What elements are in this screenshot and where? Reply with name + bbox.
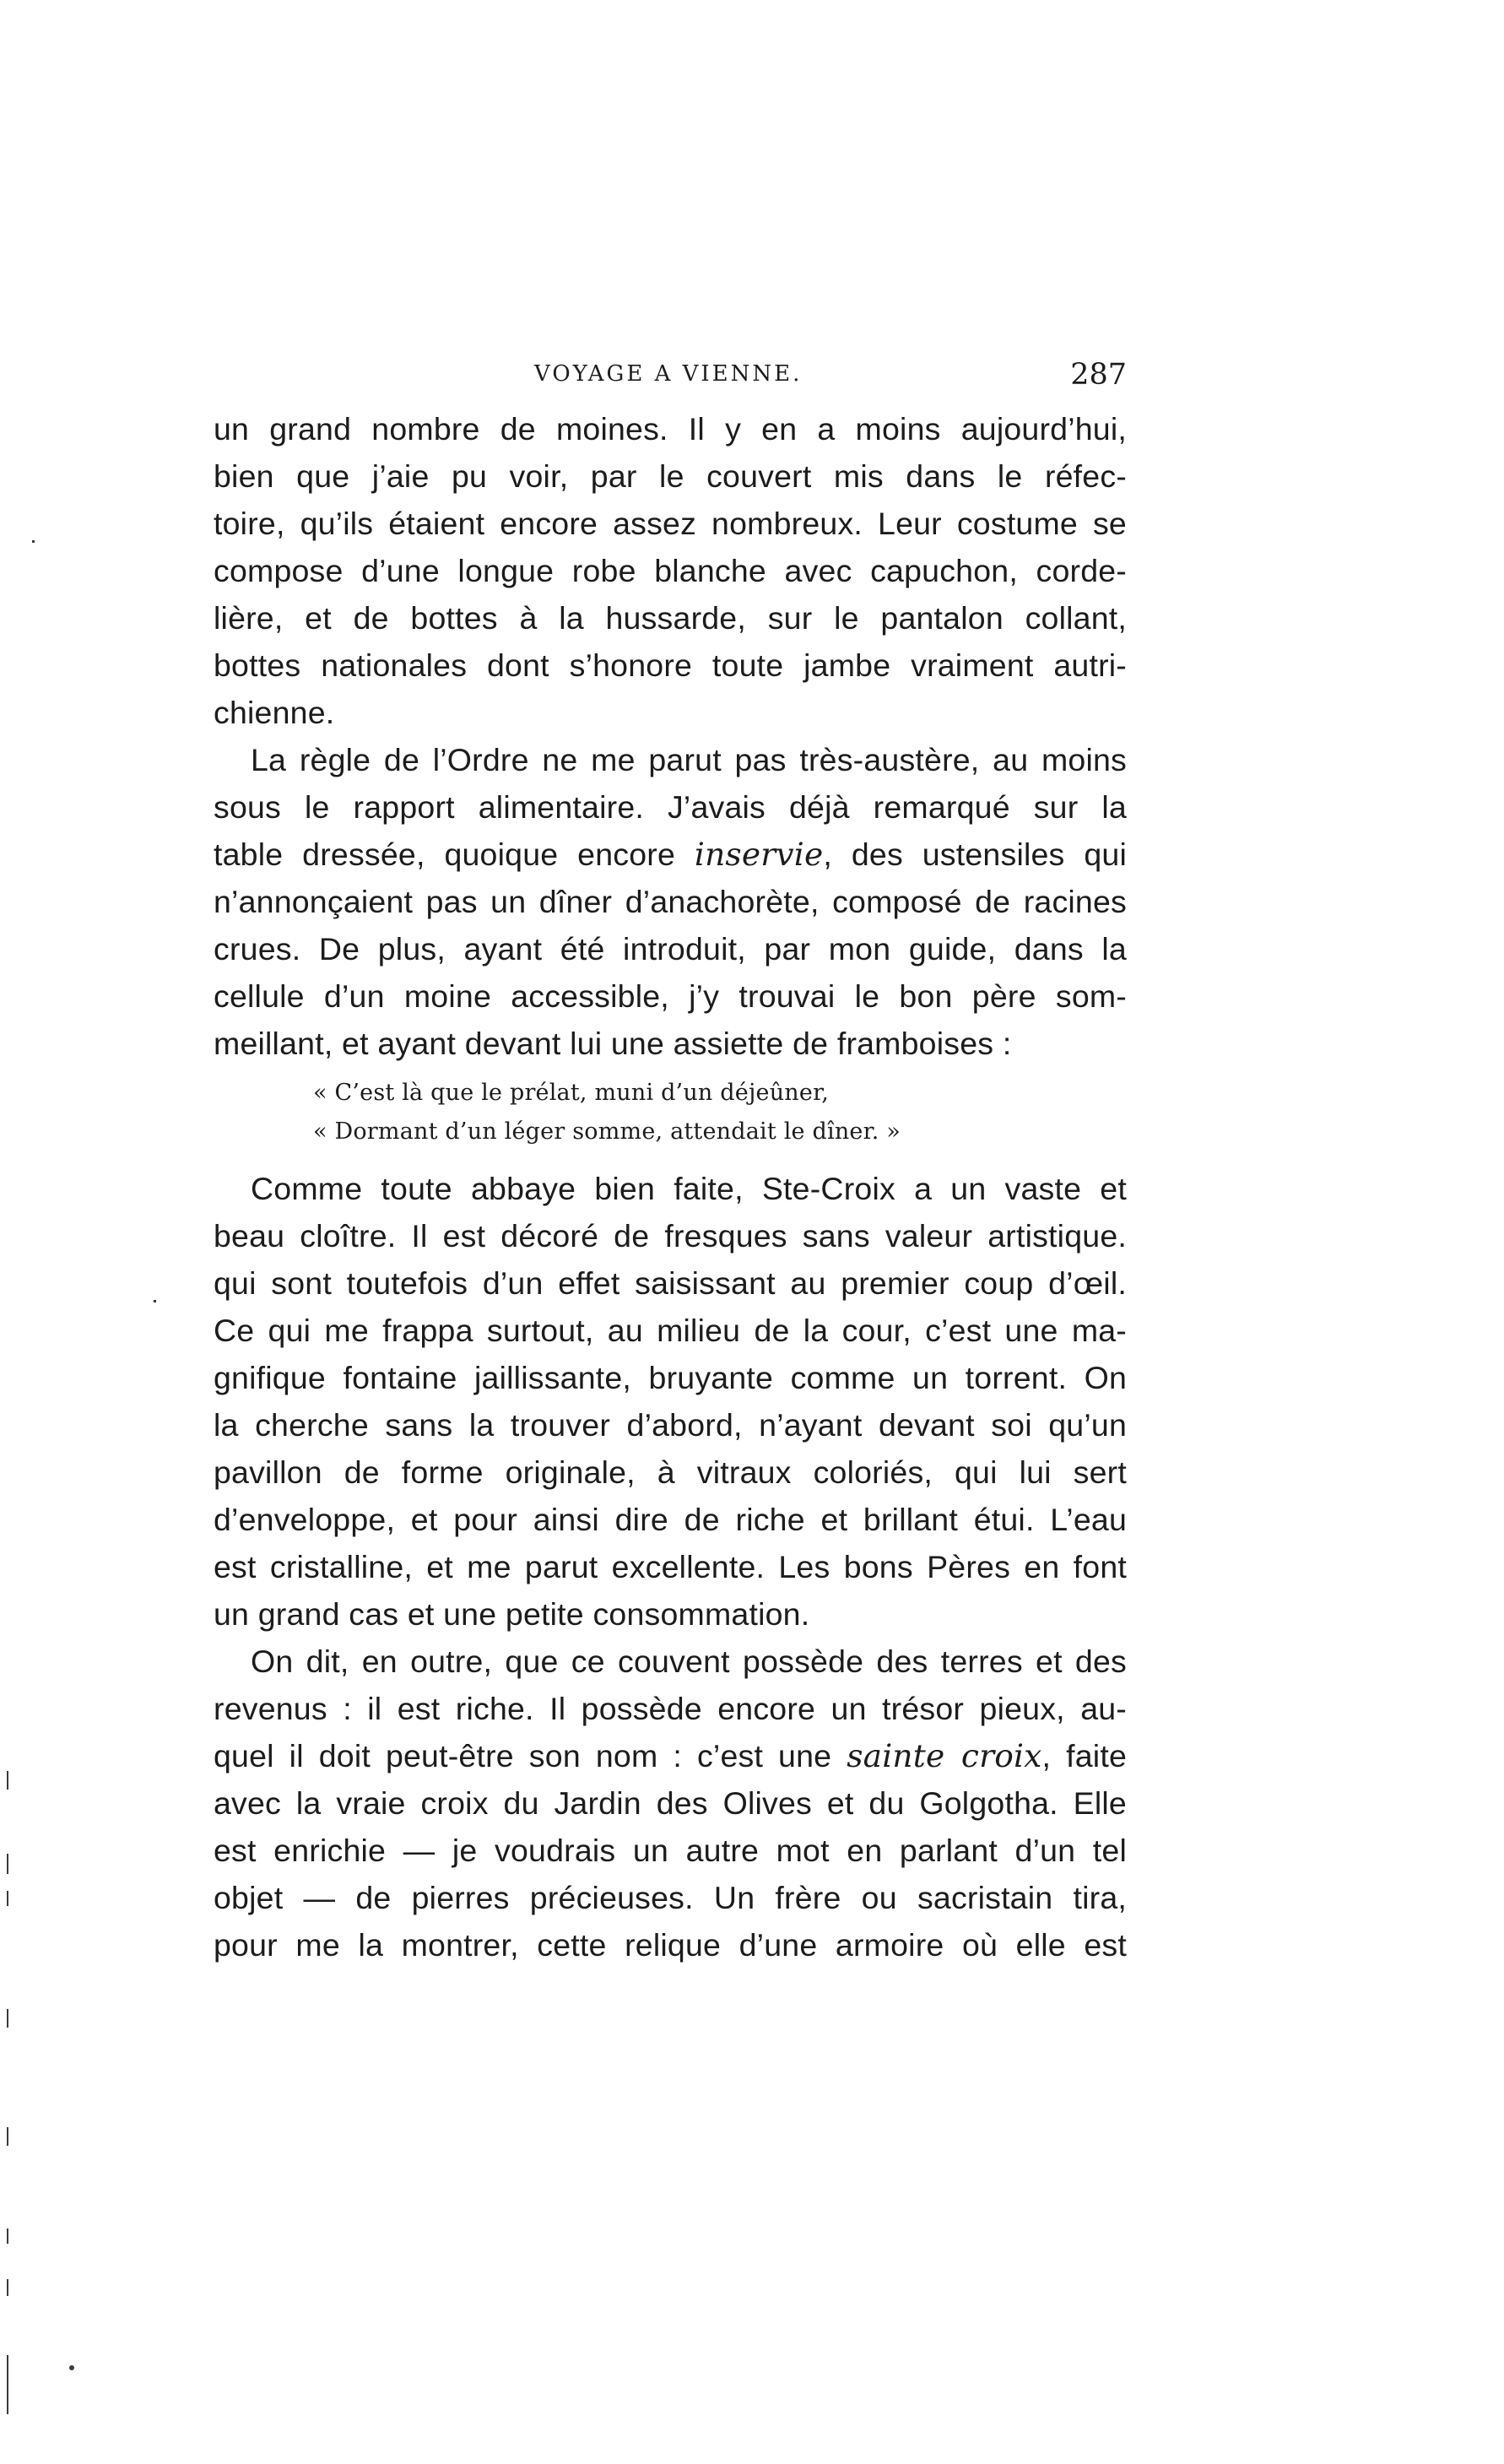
- scan-margin-tick: [7, 2127, 8, 2146]
- paragraph-4: [214, 1638, 1127, 1968]
- text-line: objet — de pierres précieuses. Un frère ou sacristain tira,: [214, 1880, 1127, 1915]
- text-line: sous le rapport alimentaire. J’avais déjà remarqué sur la: [214, 789, 1127, 825]
- scan-margin-tick: [7, 2355, 8, 2414]
- scan-speck: [69, 2365, 74, 2370]
- text-line: meillant, et ayant devant lui une assiette de framboises :: [214, 1026, 1012, 1061]
- text-run: quel il doit peut-être son nom : c’est une: [214, 1738, 847, 1774]
- text-run: , faite: [1041, 1738, 1128, 1774]
- text-line: est cristalline, et me parut excellente. Les bons Pères en font: [214, 1549, 1127, 1584]
- scan-margin-tick: [7, 2009, 8, 2028]
- text-line: toire, qu’ils étaient encore assez nombreux. Leur costume se: [214, 506, 1127, 541]
- text-line: est enrichie — je voudrais un autre mot en parlant d’un tel: [214, 1833, 1127, 1868]
- italic-term: sainte croix: [847, 1737, 1042, 1774]
- running-title: VOYAGE A VIENNE.: [534, 361, 803, 387]
- paragraph-3: [214, 1165, 1127, 1638]
- verse-line: « Dormant d’un léger somme, attendait le dîner. »: [313, 1118, 901, 1145]
- text-line: bottes nationales dont s’honore toute jambe vraiment autri-: [214, 647, 1127, 683]
- text-line: gnifique fontaine jaillissante, bruyante comme un torrent. On: [214, 1360, 1127, 1395]
- verse-line: « C’est là que le prélat, muni d’un déjeûner,: [313, 1080, 829, 1106]
- text-run: , des ustensiles qui: [823, 837, 1128, 872]
- text-line: crues. De plus, ayant été introduit, par mon guide, dans la: [214, 931, 1127, 967]
- scan-margin-tick: [7, 2228, 8, 2244]
- text-line: [214, 831, 1127, 878]
- page-number: 287: [1070, 358, 1127, 392]
- scan-speck: [32, 540, 35, 543]
- text-line: Comme toute abbaye bien faite, Ste-Croix a un vaste et: [251, 1171, 1127, 1206]
- body-text: [214, 405, 1127, 1968]
- text-line: un grand cas et une petite consommation.: [214, 1596, 810, 1632]
- text-line: La règle de l’Ordre ne me parut pas très-austère, au moins: [251, 742, 1127, 777]
- scan-margin-tick: [7, 1771, 8, 1790]
- text-line: cellule d’un moine accessible, j’y trouvai le bon père som-: [214, 978, 1127, 1014]
- text-line: lière, et de bottes à la hussarde, sur le pantalon collant,: [214, 600, 1127, 636]
- text-line: On dit, en outre, que ce couvent possède des terres et des: [251, 1644, 1127, 1679]
- text-line: chienne.: [214, 695, 335, 730]
- running-head: [214, 358, 1127, 395]
- text-run: table dressée, quoique encore: [214, 837, 695, 872]
- text-line: beau cloître. Il est décoré de fresques sans valeur artistique.: [214, 1218, 1127, 1254]
- text-line: pavillon de forme originale, à vitraux coloriés, qui lui sert: [214, 1454, 1127, 1490]
- text-line: compose d’une longue robe blanche avec capuchon, corde-: [214, 553, 1127, 588]
- italic-term: inservie: [694, 836, 824, 873]
- text-line: pour me la montrer, cette relique d’une armoire où elle est: [214, 1927, 1127, 1963]
- text-line: n’annonçaient pas un dîner d’anachorète, composé de racines: [214, 884, 1127, 919]
- text-line: avec la vraie croix du Jardin des Olives et du Golgotha. Elle: [214, 1785, 1127, 1821]
- paragraph-1: [214, 405, 1127, 736]
- text-line: revenus : il est riche. Il possède encore un trésor pieux, au-: [214, 1691, 1127, 1726]
- scan-speck: [154, 1300, 156, 1302]
- text-line: bien que j’aie pu voir, par le couvert mis dans le réfec-: [214, 458, 1127, 494]
- text-line: la cherche sans la trouver d’abord, n’ayant devant soi qu’un: [214, 1407, 1127, 1443]
- paragraph-2: [214, 736, 1127, 1067]
- scan-margin-tick: [7, 1891, 8, 1906]
- verse-quote: [214, 1074, 1127, 1151]
- text-line: un grand nombre de moines. Il y en a moins aujourd’hui,: [214, 411, 1127, 447]
- text-line: d’enveloppe, et pour ainsi dire de riche et brillant étui. L’eau: [214, 1502, 1127, 1537]
- text-line: qui sont toutefois d’un effet saisissant au premier coup d’œil.: [214, 1265, 1127, 1301]
- scan-margin-tick: [7, 2279, 8, 2296]
- text-line: [214, 1732, 1127, 1779]
- scan-margin-tick: [7, 1854, 8, 1874]
- text-line: Ce qui me frappa surtout, au milieu de la cour, c’est une ma-: [214, 1313, 1127, 1348]
